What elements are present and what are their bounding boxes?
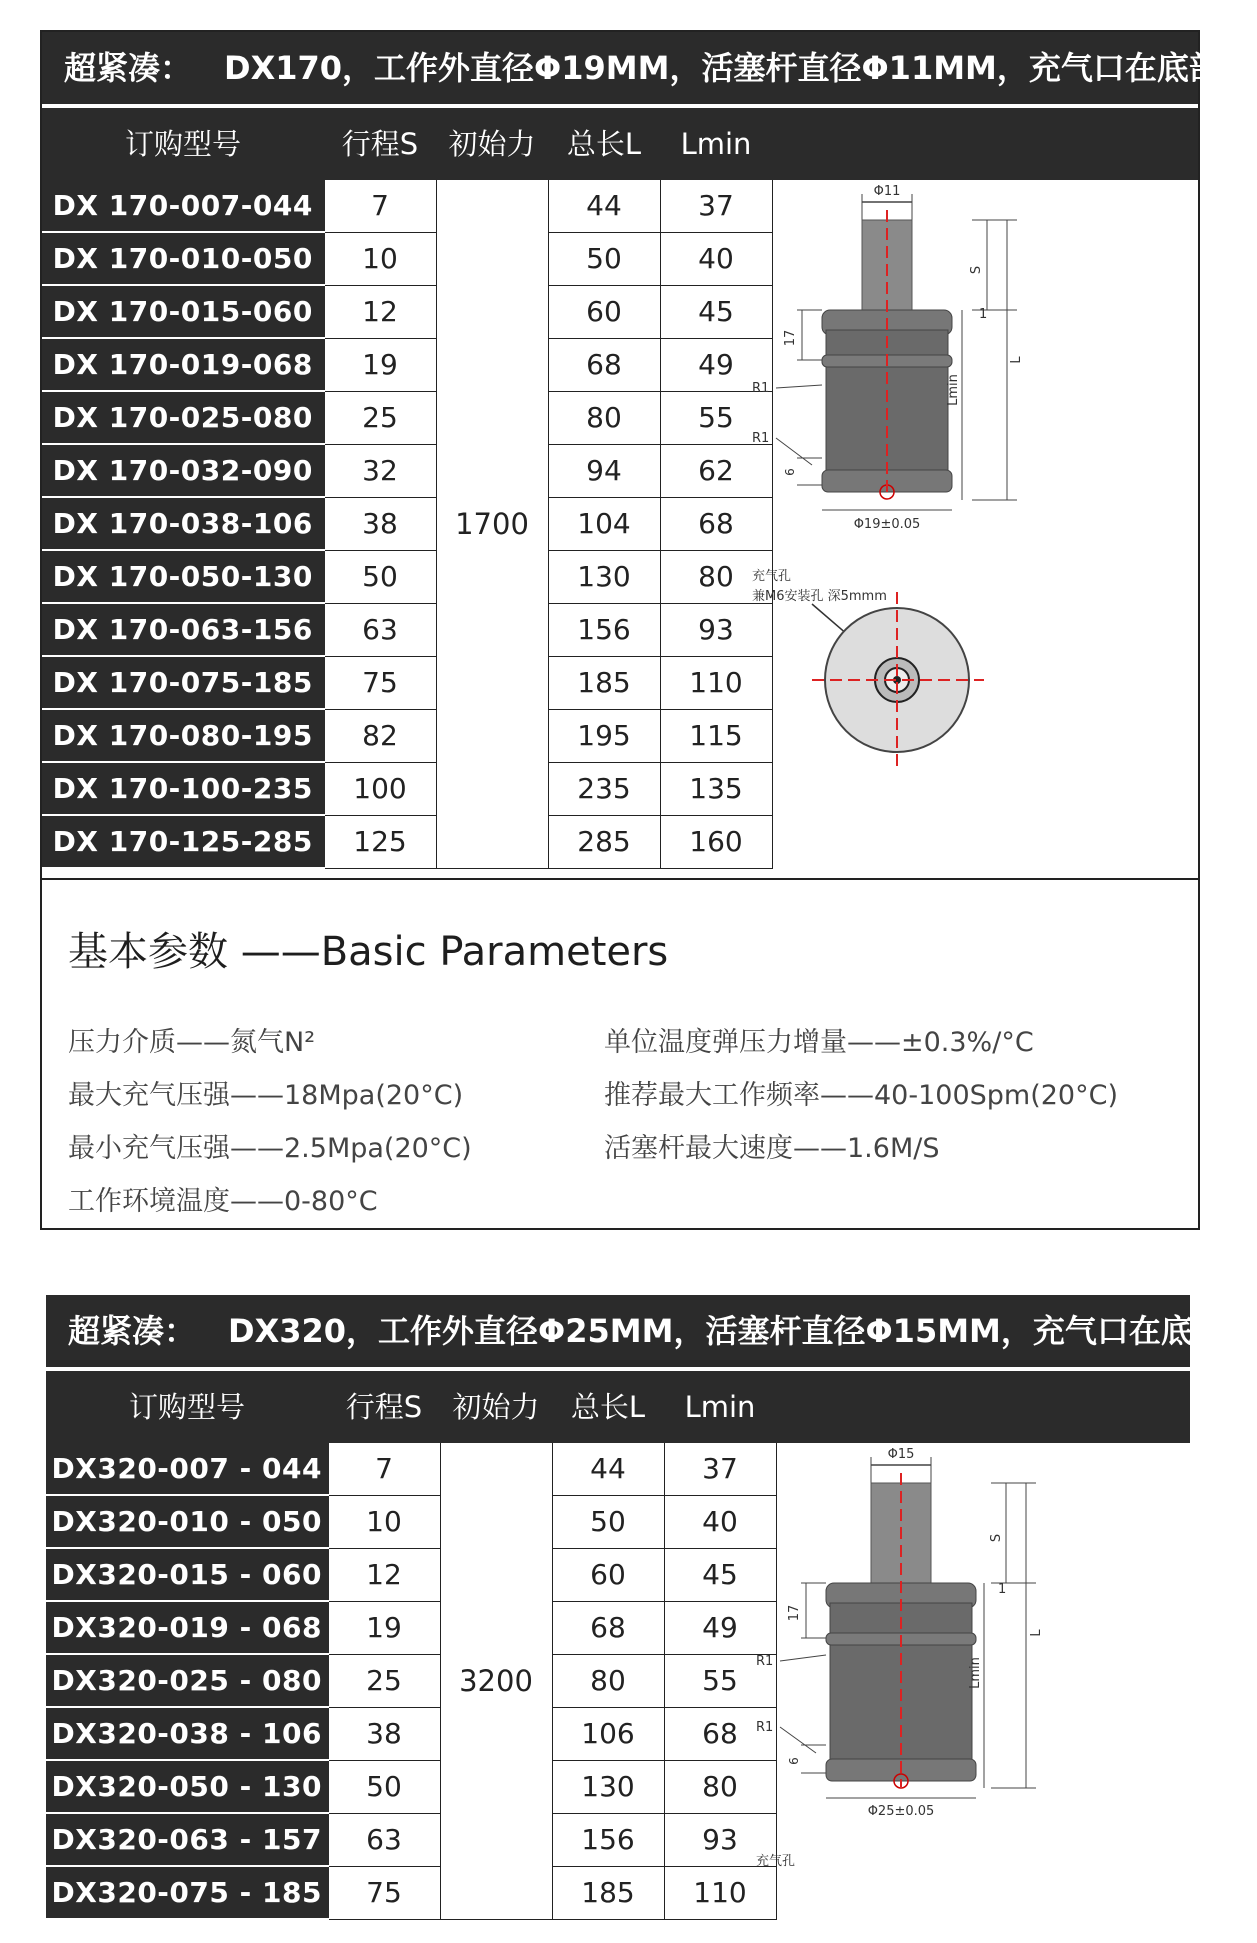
initial-force-cell: 3200 xyxy=(440,1443,552,1919)
r1-label-b: R1 xyxy=(756,1720,774,1735)
model-cell: DX320-010 - 050 xyxy=(46,1495,328,1548)
body-diameter-label: Φ25±0.05 xyxy=(867,1804,935,1819)
stroke-cell: 75 xyxy=(324,656,436,709)
table-row xyxy=(42,338,772,391)
r1-label-a: R1 xyxy=(752,381,770,396)
length-cell: 130 xyxy=(552,1760,664,1813)
r1-label-a: R1 xyxy=(756,1654,774,1669)
lmin-cell: 110 xyxy=(664,1866,776,1919)
stroke-dim-label: S xyxy=(989,1533,1004,1543)
param-min-pressure: 最小充气压强——2.5Mpa(20°C) xyxy=(68,1133,472,1164)
table-row xyxy=(42,444,772,497)
port-note-2: 兼M6安装孔 深5mmm xyxy=(752,589,887,604)
product-panel-dx170 xyxy=(40,30,1253,1230)
table-row xyxy=(42,180,772,232)
length-cell: 80 xyxy=(552,1654,664,1707)
length-cell: 50 xyxy=(548,232,660,285)
model-cell: DX320-007 - 044 xyxy=(46,1443,328,1495)
table-row xyxy=(46,1813,776,1866)
table-row xyxy=(42,656,772,709)
section-title-bar xyxy=(42,32,1253,104)
title-label: 超紧凑： xyxy=(68,1312,197,1350)
stroke-cell: 25 xyxy=(328,1654,440,1707)
model-cell: DX 170-080-195 xyxy=(42,709,324,762)
stroke-cell: 82 xyxy=(324,709,436,762)
length-cell: 44 xyxy=(548,180,660,232)
lmin-cell: 115 xyxy=(660,709,772,762)
lmin-cell: 55 xyxy=(660,391,772,444)
length-cell: 185 xyxy=(552,1866,664,1919)
lmin-cell: 37 xyxy=(664,1443,776,1495)
model-cell: DX320-019 - 068 xyxy=(46,1601,328,1654)
lmin-cell: 55 xyxy=(664,1654,776,1707)
stroke-cell: 19 xyxy=(328,1601,440,1654)
param-temp-coefficient: 单位温度弹压力增量——±0.3%/°C xyxy=(604,1027,1034,1058)
lmin-cell: 68 xyxy=(660,497,772,550)
header-force: 初始力 xyxy=(452,1390,540,1424)
table-row xyxy=(42,232,772,285)
port-note-1: 充气孔 xyxy=(756,1854,796,1869)
table-row xyxy=(42,603,772,656)
lmin-cell: 68 xyxy=(664,1707,776,1760)
lmin-cell: 40 xyxy=(660,232,772,285)
stroke-cell: 38 xyxy=(324,497,436,550)
stroke-cell: 25 xyxy=(324,391,436,444)
param-max-speed: 活塞杆最大速度——1.6M/S xyxy=(604,1133,940,1164)
length-cell: 80 xyxy=(548,391,660,444)
table-row xyxy=(46,1601,776,1654)
table-row xyxy=(42,709,772,762)
header-length: 总长L xyxy=(570,1390,646,1424)
model-cell: DX 170-032-090 xyxy=(42,444,324,497)
length-cell: 130 xyxy=(548,550,660,603)
length-cell: 195 xyxy=(548,709,660,762)
model-cell: DX 170-019-068 xyxy=(42,338,324,391)
length-cell: 68 xyxy=(552,1601,664,1654)
body-diameter-label: Φ19±0.05 xyxy=(853,517,921,532)
stroke-dim-label: S xyxy=(969,265,984,275)
table-row xyxy=(42,815,772,868)
stroke-cell: 7 xyxy=(328,1443,440,1495)
stroke-cell: 100 xyxy=(324,762,436,815)
param-temperature: 工作环境温度——0-80°C xyxy=(68,1186,378,1217)
model-cell: DX 170-063-156 xyxy=(42,603,324,656)
header-lmin: Lmin xyxy=(680,127,752,161)
model-cell: DX 170-075-185 xyxy=(42,656,324,709)
product-dimension-drawing xyxy=(756,1443,1186,1943)
table-row xyxy=(42,762,772,815)
stroke-cell: 63 xyxy=(324,603,436,656)
table-header xyxy=(42,108,1198,180)
model-cell: DX 170-015-060 xyxy=(42,285,324,338)
header-model: 订购型号 xyxy=(124,127,241,161)
length-cell: 106 xyxy=(552,1707,664,1760)
table-row xyxy=(42,497,772,550)
stroke-cell: 10 xyxy=(324,232,436,285)
rod-diameter-label: Φ15 xyxy=(887,1447,915,1462)
model-cell: DX 170-038-106 xyxy=(42,497,324,550)
model-cell: DX 170-050-130 xyxy=(42,550,324,603)
table-row xyxy=(42,285,772,338)
r1-label-b: R1 xyxy=(752,431,770,446)
param-max-pressure: 最大充气压强——18Mpa(20°C) xyxy=(68,1080,464,1111)
lmin-cell: 49 xyxy=(660,338,772,391)
lmin-cell: 93 xyxy=(660,603,772,656)
param-frequency: 推荐最大工作频率——40-100Spm(20°C) xyxy=(604,1080,1118,1111)
lmin-cell: 49 xyxy=(664,1601,776,1654)
length-cell: 94 xyxy=(548,444,660,497)
table-row xyxy=(42,550,772,603)
stroke-cell: 75 xyxy=(328,1866,440,1919)
stroke-cell: 12 xyxy=(328,1548,440,1601)
stroke-cell: 7 xyxy=(324,180,436,232)
length-cell: 285 xyxy=(548,815,660,868)
length-cell: 156 xyxy=(548,603,660,656)
lmin-dim-label: Lmin xyxy=(946,374,961,406)
divider xyxy=(42,878,1198,880)
header-force: 初始力 xyxy=(448,127,536,161)
lmin-cell: 160 xyxy=(660,815,772,868)
length-cell: 68 xyxy=(548,338,660,391)
model-cell: DX320-025 - 080 xyxy=(46,1654,328,1707)
table-header xyxy=(46,1371,1190,1443)
table-row xyxy=(46,1866,776,1919)
header-lmin: Lmin xyxy=(684,1390,756,1424)
port-note-1: 充气孔 xyxy=(752,569,792,584)
stroke-cell: 10 xyxy=(328,1495,440,1548)
dim-6-label: 6 xyxy=(783,468,797,476)
lmin-cell: 135 xyxy=(660,762,772,815)
rod-diameter-label: Φ11 xyxy=(873,184,901,199)
product-panel-dx320 xyxy=(46,1295,1257,1935)
stroke-cell: 125 xyxy=(324,815,436,868)
model-cell: DX320-075 - 185 xyxy=(46,1866,328,1919)
stroke-cell: 50 xyxy=(328,1760,440,1813)
length-dim-label: L xyxy=(1029,1629,1044,1637)
stroke-cell: 38 xyxy=(328,1707,440,1760)
table-row xyxy=(46,1443,776,1495)
lmin-cell: 45 xyxy=(664,1548,776,1601)
table-row xyxy=(46,1495,776,1548)
length-cell: 104 xyxy=(548,497,660,550)
dim-6-label: 6 xyxy=(787,1757,801,1765)
model-cell: DX 170-025-080 xyxy=(42,391,324,444)
section-title-bar xyxy=(46,1295,1257,1367)
header-model: 订购型号 xyxy=(128,1390,245,1424)
product-dimension-drawing xyxy=(752,180,1198,880)
header-stroke: 行程S xyxy=(345,1390,423,1424)
model-cell: DX 170-007-044 xyxy=(42,180,324,232)
length-cell: 185 xyxy=(548,656,660,709)
lmin-cell: 80 xyxy=(664,1760,776,1813)
lmin-cell: 93 xyxy=(664,1813,776,1866)
param-medium: 压力介质——氮气N² xyxy=(68,1027,316,1058)
header-length: 总长L xyxy=(566,127,642,161)
lmin-cell: 110 xyxy=(660,656,772,709)
model-cell: DX 170-100-235 xyxy=(42,762,324,815)
model-cell: DX320-063 - 157 xyxy=(46,1813,328,1866)
dim-1-label: 1 xyxy=(979,307,988,322)
table-row xyxy=(46,1760,776,1813)
initial-force-cell: 1700 xyxy=(436,180,548,868)
stroke-cell: 50 xyxy=(324,550,436,603)
model-cell: DX320-038 - 106 xyxy=(46,1707,328,1760)
lmin-cell: 40 xyxy=(664,1495,776,1548)
length-cell: 50 xyxy=(552,1495,664,1548)
lmin-cell: 45 xyxy=(660,285,772,338)
stroke-cell: 32 xyxy=(324,444,436,497)
length-cell: 60 xyxy=(548,285,660,338)
model-cell: DX 170-010-050 xyxy=(42,232,324,285)
dim-1-label: 1 xyxy=(998,1582,1007,1597)
length-cell: 60 xyxy=(552,1548,664,1601)
params-title: 基本参数 ——Basic Parameters xyxy=(68,929,669,975)
header-stroke: 行程S xyxy=(341,127,419,161)
lmin-dim-label: Lmin xyxy=(968,1657,983,1689)
dim-17-label: 17 xyxy=(783,329,798,347)
length-cell: 156 xyxy=(552,1813,664,1866)
dim-17-label: 17 xyxy=(787,1604,802,1622)
length-dim-label: L xyxy=(1009,356,1024,364)
table-row xyxy=(46,1654,776,1707)
length-cell: 44 xyxy=(552,1443,664,1495)
stroke-cell: 19 xyxy=(324,338,436,391)
stroke-cell: 12 xyxy=(324,285,436,338)
title-label: 超紧凑： xyxy=(64,49,193,87)
spec-table xyxy=(46,1443,777,1920)
table-row xyxy=(46,1548,776,1601)
length-cell: 235 xyxy=(548,762,660,815)
title-text: DX320，工作外直径Φ25MM，活塞杆直径Φ15MM，充气口在底部。 xyxy=(228,1312,1257,1350)
table-row xyxy=(46,1707,776,1760)
spec-table xyxy=(42,180,773,869)
title-text: DX170，工作外直径Φ19MM，活塞杆直径Φ11MM，充气口在底部。 xyxy=(224,49,1253,87)
lmin-cell: 80 xyxy=(660,550,772,603)
model-cell: DX 170-125-285 xyxy=(42,815,324,868)
model-cell: DX320-015 - 060 xyxy=(46,1548,328,1601)
table-row xyxy=(42,391,772,444)
lmin-cell: 37 xyxy=(660,180,772,232)
model-cell: DX320-050 - 130 xyxy=(46,1760,328,1813)
lmin-cell: 62 xyxy=(660,444,772,497)
stroke-cell: 63 xyxy=(328,1813,440,1866)
